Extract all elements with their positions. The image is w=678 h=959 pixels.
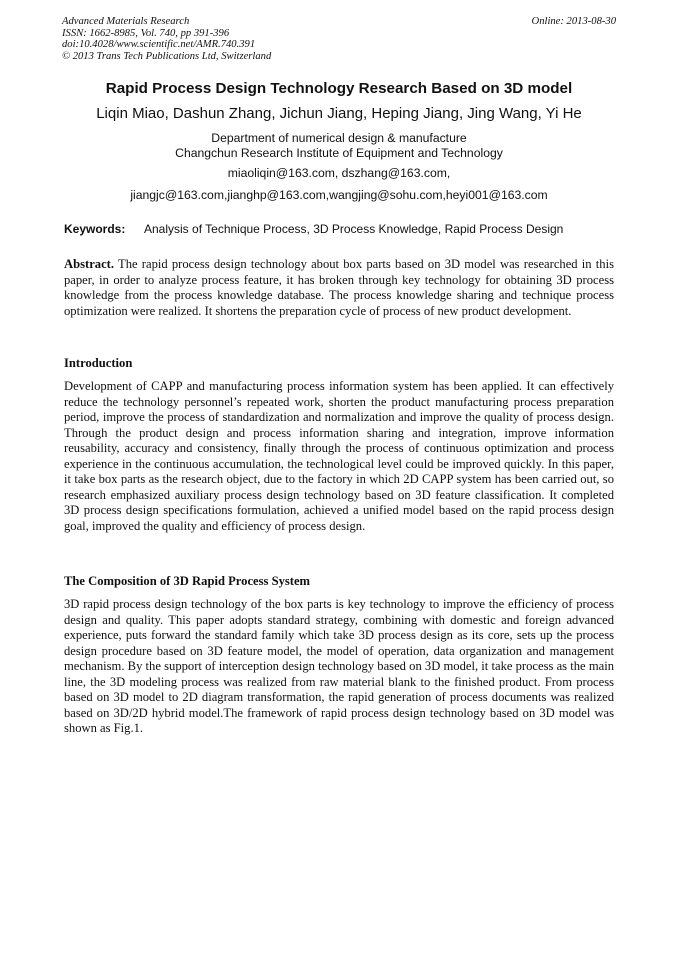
author-list: Liqin Miao, Dashun Zhang, Jichun Jiang, Heping Jiang, Jing Wang, Yi He bbox=[96, 105, 582, 122]
abstract-text: The rapid process design technology about box parts based on 3D model was researched in this paper, in order to analyze process feature, it has broken through key technology for obtaining 3D process knowledge from the process knowledge database. The process knowledge sharing and technique process optimization were realized. It shortens the preparation cycle of process of new product development. bbox=[64, 257, 615, 318]
paper-title: Rapid Process Design Technology Research Based on 3D model bbox=[105, 80, 573, 97]
keywords-text: Analysis of Technique Process, 3D Process Knowledge, Rapid Process Design bbox=[144, 222, 564, 236]
section-heading-introduction: Introduction bbox=[64, 356, 133, 370]
abstract bbox=[64, 257, 614, 319]
publication-header bbox=[62, 16, 616, 62]
section-body-introduction: Development of CAPP and manufacturing process information system has been applied. It can effectively reduce the technology personnel’s repeated work, shorten the product manufacturing process preparation period, improve the process of standardization and normalization and improve the quality of process design. Through the product design and process information sharing and integration, improve information reusability, accuracy and consistency, finally through the process of continuous optimization and process experience in the continuous accumulation, the technological level could be improved quickly. In this paper, it take box parts as the research object, due to the factory in which 2D CAPP system has been carried out, so research emphasized auxiliary process design technology based on 3D feature classification. It completed 3D process design specifications formulation, achieved a unified model based on the rapid process design goal, improved the quality and efficiency of process design. bbox=[64, 379, 614, 533]
section-body-composition: 3D rapid process design technology of the box parts is key technology to improve the efficiency of process design and quality. This paper adopts standard strategy, combining with domestic and foreign advanced experience, puts forward the standard family which take 3D process design as its core, sets up the process design procedure based on 3D feature model, the model of operation, data organization and management mechanism. By the support of interception design technology based on 3D model, it take process as the main line, the 3D modeling process was realized from raw material blank to the finished product. From process based on 3D model to 2D diagram transformation, the rapid generation of process documents was realized based on 3D/2D hybrid model.The framework of rapid process design technology based on 3D model was shown as Fig.1. bbox=[64, 597, 614, 735]
author-emails-line-2: jiangjc@163.com,jianghp@163.com,wangjing@sohu.com,heyi001@163.com bbox=[130, 188, 548, 202]
copyright-line: © 2013 Trans Tech Publications Ltd, Switzerland bbox=[62, 50, 272, 62]
affiliation-department: Department of numerical design & manufacture bbox=[211, 131, 467, 145]
online-date: Online: 2013-08-30 bbox=[531, 16, 616, 27]
keywords-label: Keywords: bbox=[64, 222, 126, 236]
affiliation-institute: Changchun Research Institute of Equipment and Technology bbox=[175, 146, 503, 160]
journal-name: Advanced Materials Research bbox=[62, 16, 190, 27]
issn-line: ISSN: 1662-8985, Vol. 740, pp 391-396 bbox=[62, 27, 230, 39]
abstract-label: Abstract. bbox=[64, 257, 115, 271]
author-emails-line-1: miaoliqin@163.com, dszhang@163.com, bbox=[227, 166, 451, 180]
section-heading-composition: The Composition of 3D Rapid Process System bbox=[64, 574, 311, 588]
keywords bbox=[64, 222, 624, 236]
doi-line: doi:10.4028/www.scientific.net/AMR.740.391 bbox=[62, 39, 256, 51]
